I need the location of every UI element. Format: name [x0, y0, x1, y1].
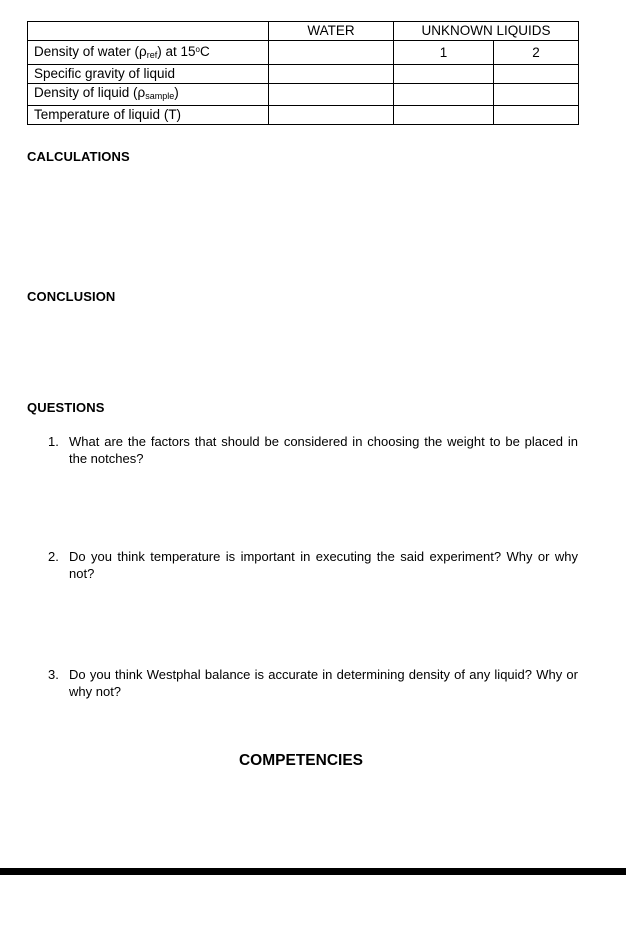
- header-blank-cell: [28, 22, 269, 41]
- cell-unknown-1: 1: [394, 41, 494, 65]
- question-number: 2.: [48, 549, 59, 564]
- cell-unknown-2-value[interactable]: [494, 65, 579, 84]
- cell-unknown-1-value[interactable]: [394, 84, 494, 106]
- cell-unknown-2-value[interactable]: [494, 84, 579, 106]
- footer-divider: [0, 868, 626, 875]
- question-item-1: [48, 433, 578, 467]
- cell-unknown-2-value[interactable]: [494, 106, 579, 125]
- row-label-density-water: Density of water $(\rho_{ref})$ at 15$^o$C: [28, 41, 269, 65]
- question-item-3: [48, 666, 578, 700]
- questions-heading: QUESTIONS: [27, 400, 105, 415]
- conclusion-heading: CONCLUSION: [27, 289, 116, 304]
- cell-water-value[interactable]: [269, 41, 394, 65]
- table-row: [28, 41, 579, 65]
- cell-unknown-1-value[interactable]: [394, 65, 494, 84]
- competencies-heading: COMPETENCIES: [238, 752, 363, 769]
- cell-water-value[interactable]: [269, 84, 394, 106]
- question-text: What are the factors that should be considered in choosing the weight to be placed in the notches?: [69, 434, 578, 466]
- row-label-density-liquid: Density of liquid $(\rho_{sample})$: [28, 84, 269, 106]
- cell-water-value[interactable]: [269, 65, 394, 84]
- header-unknown-liquids: UNKNOWN LIQUIDS: [394, 22, 579, 41]
- table-row: [28, 84, 579, 106]
- header-water: WATER: [269, 22, 394, 41]
- question-text: Do you think Westphal balance is accurate in determining density of any liquid? Why or why not?: [69, 667, 578, 699]
- question-text: Do you think temperature is important in executing the said experiment? Why or why not?: [69, 549, 578, 581]
- data-table: [27, 21, 579, 125]
- question-item-2: [48, 548, 578, 582]
- cell-unknown-2: 2: [494, 41, 579, 65]
- table-row: [28, 106, 579, 125]
- table-header-row: [28, 22, 579, 41]
- cell-unknown-1-value[interactable]: [394, 106, 494, 125]
- row-label-temperature: Temperature of liquid (T): [28, 106, 269, 125]
- table-row: [28, 65, 579, 84]
- question-number: 3.: [48, 667, 59, 682]
- row-label-specific-gravity: Specific gravity of liquid: [28, 65, 269, 84]
- question-number: 1.: [48, 434, 59, 449]
- cell-water-value[interactable]: [269, 106, 394, 125]
- calculations-heading: CALCULATIONS: [27, 149, 130, 164]
